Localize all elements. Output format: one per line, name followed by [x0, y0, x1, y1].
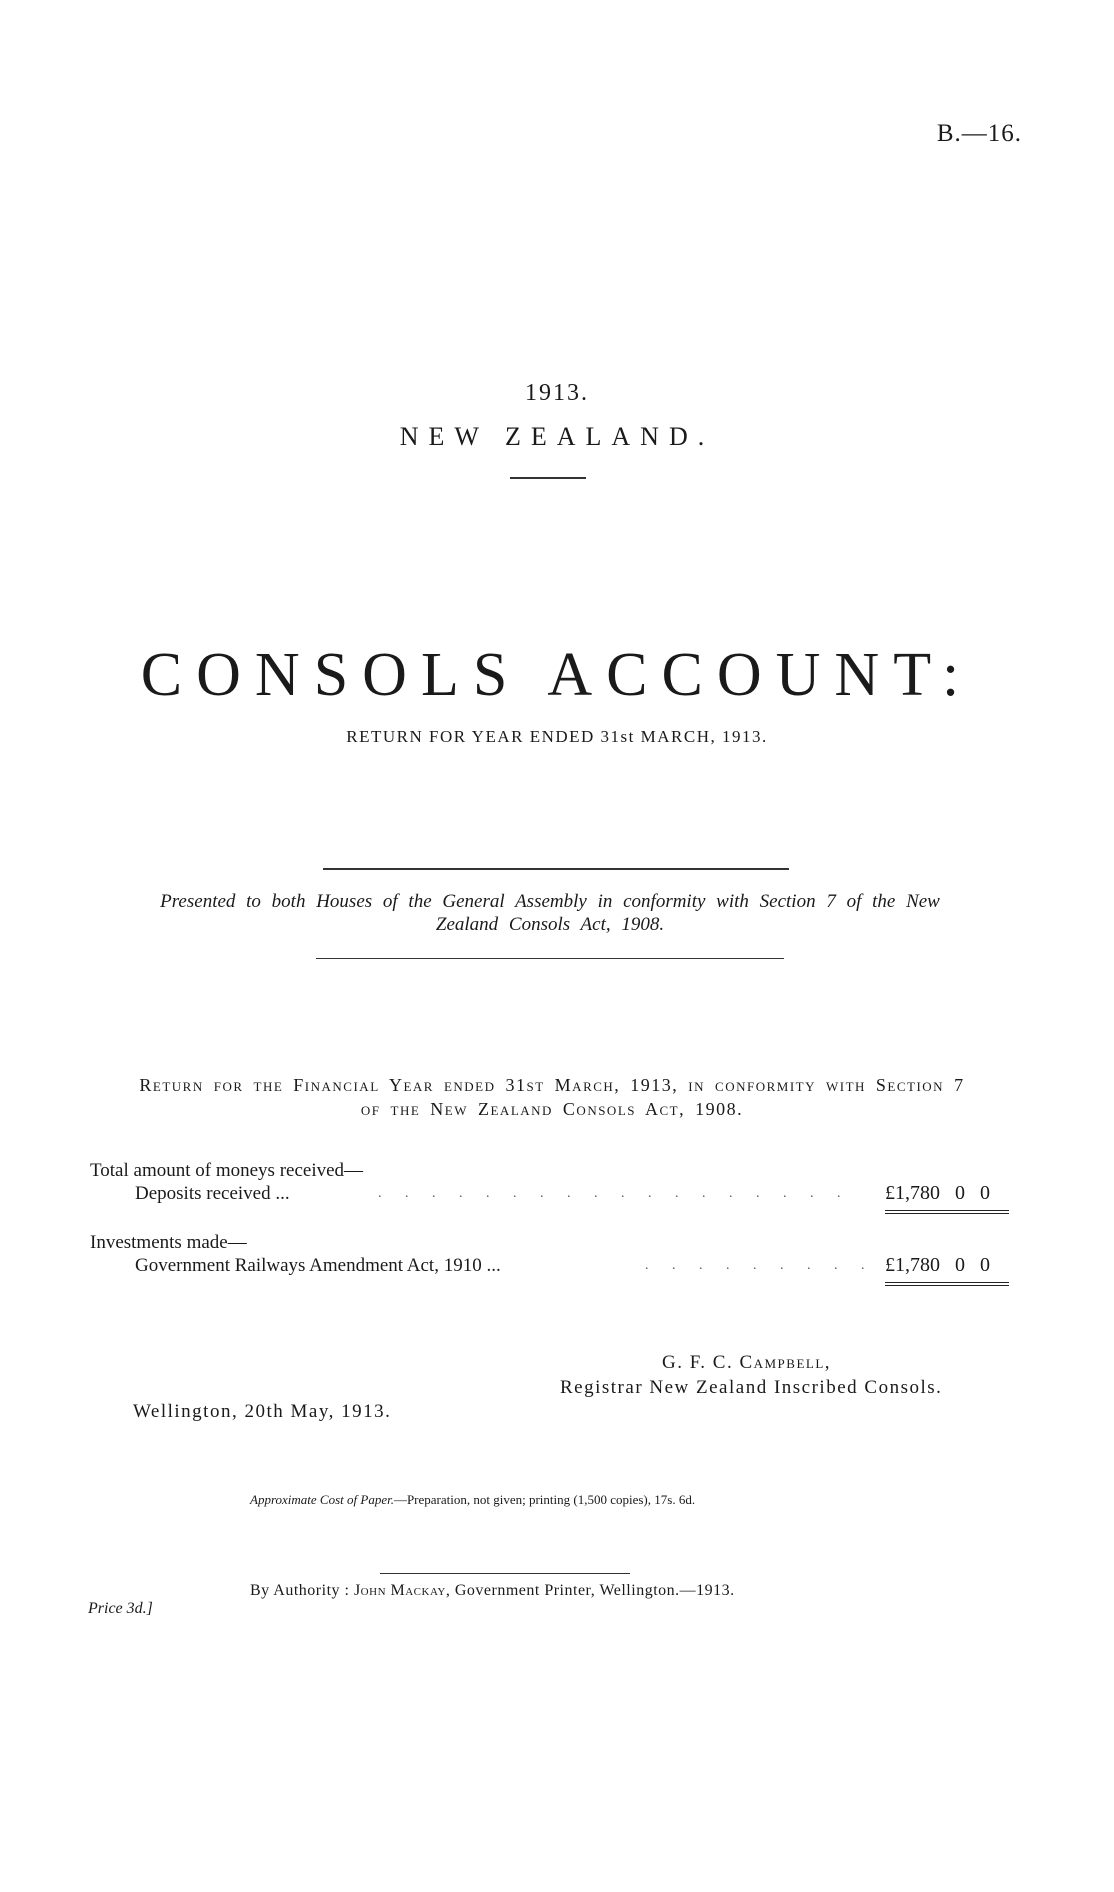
return-heading-line-2: of the New Zealand Consols Act, 1908.: [360, 1099, 744, 1119]
publication-year: 1913.: [525, 380, 589, 406]
ledger-total-rule-1: [885, 1210, 1009, 1214]
cost-label: Approximate Cost of Paper.: [250, 1492, 394, 1507]
ledger-item-railways: Government Railways Amendment Act, 1910 ...: [135, 1255, 501, 1276]
authority-suffix: , Government Printer, Wellington.—1913.: [445, 1582, 735, 1599]
authority-prefix: By Authority :: [250, 1582, 354, 1599]
ledger-section-investments-heading: Investments made—: [90, 1232, 247, 1253]
presented-top-divider: [323, 868, 789, 870]
masthead-divider: [510, 477, 586, 479]
paper-reference: B.—16.: [936, 120, 1022, 147]
presented-line-2: Zealand Consols Act, 1908.: [435, 914, 665, 935]
cost-of-paper-note: [250, 1492, 695, 1508]
price-note: Price 3d.]: [88, 1600, 153, 1617]
place-and-date: Wellington, 20th May, 1913.: [133, 1401, 392, 1422]
ledger-leaders-railways: . . . . . . . . .: [645, 1258, 875, 1273]
printer-authority: [250, 1582, 735, 1600]
presented-statement: [90, 890, 1010, 936]
ledger-section-receipts-heading: Total amount of moneys received—: [90, 1160, 364, 1181]
return-heading-line-1: Return for the Financial Year ended 31st March, 1913, in conformity with Section 7: [139, 1075, 965, 1095]
footer-divider: [380, 1573, 630, 1574]
cost-text: —Preparation, not given; printing (1,500 copies), 17s. 6d.: [393, 1492, 696, 1507]
presented-line-1: Presented to both Houses of the General Assembly in conformity with Section 7 of the New: [160, 891, 940, 912]
document-title: CONSOLS ACCOUNT:: [140, 641, 974, 709]
ledger-total-rule-2: [885, 1282, 1009, 1286]
ledger-amount-railways: £1,780 0 0: [885, 1254, 990, 1276]
ledger-item-deposits: Deposits received ...: [135, 1183, 290, 1204]
signatory-title: Registrar New Zealand Inscribed Consols.: [560, 1377, 943, 1398]
return-heading: [92, 1073, 1012, 1121]
document-subtitle: RETURN FOR YEAR ENDED 31st MARCH, 1913.: [346, 727, 768, 746]
signatory-name: G. F. C. Campbell,: [662, 1352, 832, 1373]
authority-printer: John Mackay: [353, 1582, 446, 1599]
ledger-amount-deposits: £1,780 0 0: [885, 1182, 990, 1204]
presented-bottom-divider: [316, 958, 784, 959]
ledger-leaders-deposits: . . . . . . . . . . . . . . . . . .: [378, 1186, 851, 1201]
country-heading: NEW ZEALAND.: [399, 422, 715, 451]
